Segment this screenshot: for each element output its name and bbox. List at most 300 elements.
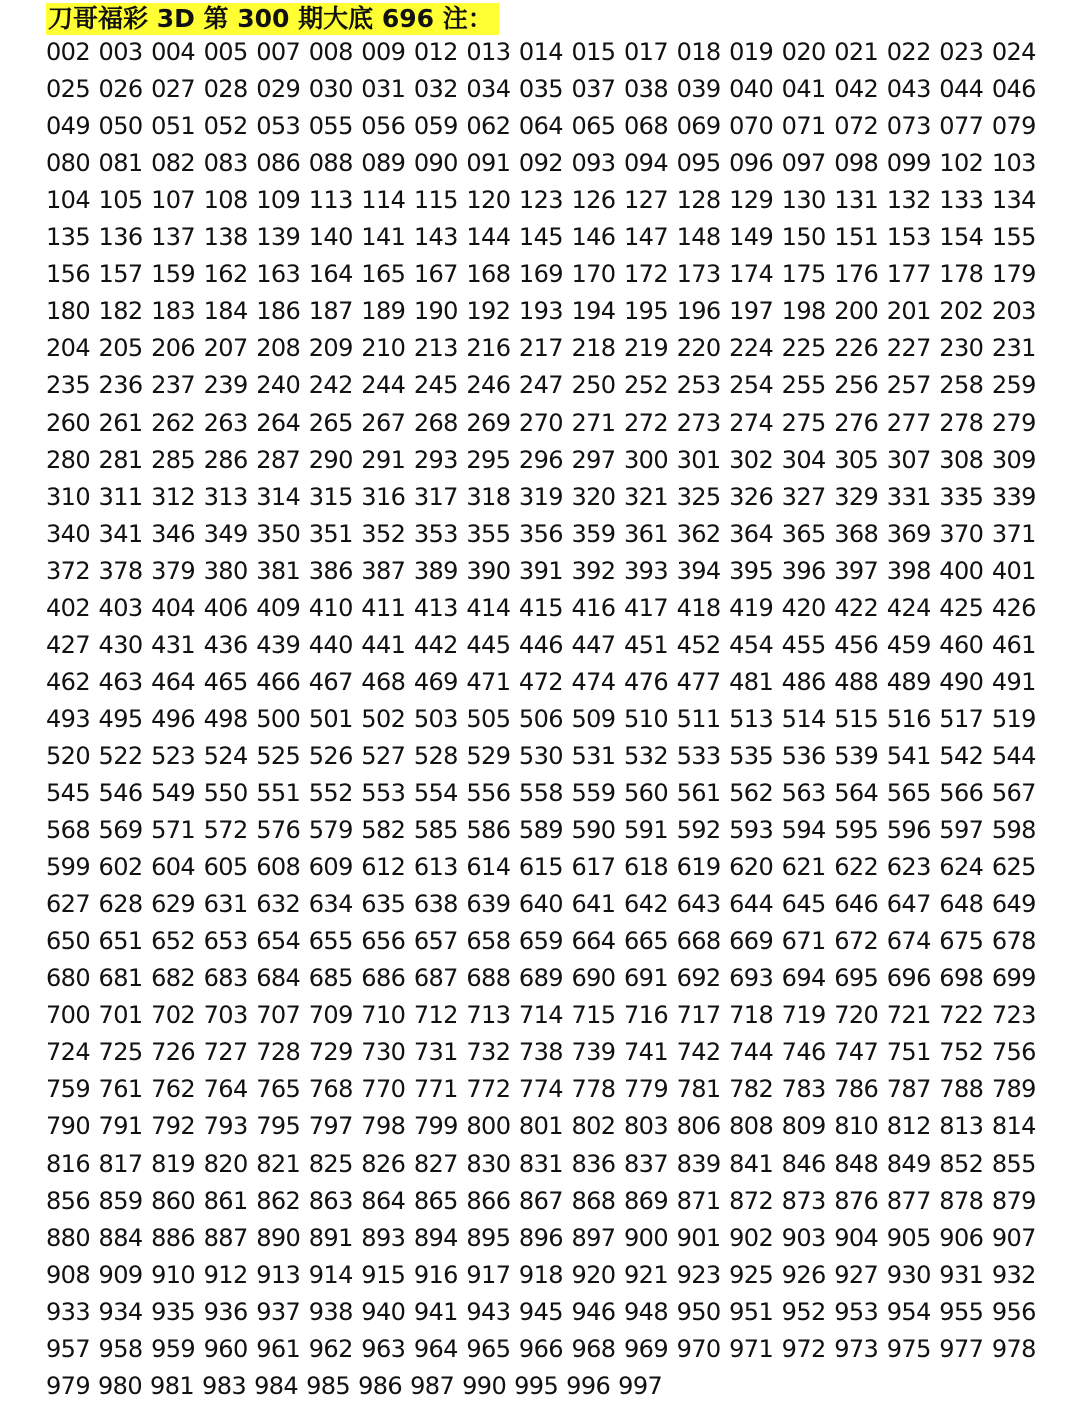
number-item: 868 xyxy=(571,1186,616,1215)
number-item: 005 xyxy=(203,38,248,66)
number-item: 276 xyxy=(834,408,879,437)
number-item: 220 xyxy=(676,334,721,363)
number-item: 461 xyxy=(991,630,1036,659)
number-item: 862 xyxy=(256,1186,301,1215)
number-item: 710 xyxy=(361,1001,406,1030)
number-row xyxy=(46,145,1036,182)
number-item: 772 xyxy=(466,1075,511,1104)
number-item: 837 xyxy=(624,1149,669,1178)
number-item: 295 xyxy=(466,445,511,474)
number-item: 200 xyxy=(834,297,879,326)
number-item: 542 xyxy=(939,741,984,770)
number-item: 436 xyxy=(203,630,248,659)
number-item: 937 xyxy=(256,1297,301,1326)
number-item: 369 xyxy=(886,519,931,548)
number-item: 908 xyxy=(46,1260,91,1289)
number-item: 925 xyxy=(729,1260,774,1289)
number-item: 064 xyxy=(518,112,563,141)
number-item: 219 xyxy=(624,334,669,363)
number-item: 424 xyxy=(886,593,931,622)
number-item: 135 xyxy=(46,223,91,252)
number-item: 126 xyxy=(571,186,616,215)
number-item: 641 xyxy=(571,890,616,919)
number-item: 602 xyxy=(98,853,143,882)
number-item: 969 xyxy=(624,1334,669,1363)
number-item: 427 xyxy=(46,630,91,659)
number-item: 943 xyxy=(466,1297,511,1326)
number-item: 634 xyxy=(308,890,353,919)
number-item: 790 xyxy=(46,1112,91,1141)
number-item: 071 xyxy=(781,112,826,141)
number-item: 280 xyxy=(46,445,91,474)
number-item: 313 xyxy=(203,482,248,511)
number-item: 004 xyxy=(151,38,196,66)
number-item: 921 xyxy=(624,1260,669,1289)
number-item: 493 xyxy=(46,704,91,733)
number-item: 638 xyxy=(413,890,458,919)
number-item: 923 xyxy=(676,1260,721,1289)
number-item: 148 xyxy=(676,223,721,252)
number-item: 371 xyxy=(991,519,1036,548)
number-item: 157 xyxy=(98,260,143,289)
number-item: 202 xyxy=(939,297,984,326)
number-item: 732 xyxy=(466,1038,511,1067)
number-item: 446 xyxy=(518,630,563,659)
number-item: 205 xyxy=(98,334,143,363)
number-item: 465 xyxy=(203,667,248,696)
number-item: 529 xyxy=(466,741,511,770)
number-item: 311 xyxy=(98,482,143,511)
number-item: 932 xyxy=(991,1260,1036,1289)
number-item: 312 xyxy=(151,482,196,511)
number-item: 726 xyxy=(151,1038,196,1067)
number-item: 309 xyxy=(991,445,1036,474)
number-item: 560 xyxy=(624,779,669,807)
number-item: 562 xyxy=(729,779,774,807)
number-item: 291 xyxy=(361,445,406,474)
number-item: 414 xyxy=(466,593,511,622)
number-item: 155 xyxy=(991,223,1036,252)
number-item: 184 xyxy=(203,297,248,326)
number-item: 713 xyxy=(466,1001,511,1030)
number-item: 904 xyxy=(834,1223,879,1252)
number-item: 267 xyxy=(361,408,406,437)
number-item: 451 xyxy=(624,630,669,659)
number-item: 814 xyxy=(991,1112,1036,1141)
number-item: 719 xyxy=(781,1001,826,1030)
number-item: 027 xyxy=(151,75,196,104)
number-row xyxy=(46,1220,1036,1257)
number-item: 826 xyxy=(361,1149,406,1178)
number-item: 143 xyxy=(413,223,458,252)
number-item: 887 xyxy=(203,1223,248,1252)
number-item: 467 xyxy=(308,667,353,696)
number-item: 817 xyxy=(98,1149,143,1178)
number-item: 236 xyxy=(98,371,143,400)
number-row xyxy=(46,1108,1036,1145)
number-item: 693 xyxy=(729,964,774,993)
number-item: 341 xyxy=(98,519,143,548)
number-item: 270 xyxy=(518,408,563,437)
number-item: 257 xyxy=(886,371,931,400)
number-item: 273 xyxy=(676,408,721,437)
number-item: 340 xyxy=(46,519,91,548)
number-item: 364 xyxy=(729,519,774,548)
number-item: 020 xyxy=(781,38,826,66)
number-item: 190 xyxy=(413,297,458,326)
number-item: 055 xyxy=(308,112,353,141)
number-row xyxy=(46,34,1036,71)
number-item: 242 xyxy=(308,371,353,400)
number-item: 197 xyxy=(729,297,774,326)
number-item: 839 xyxy=(676,1149,721,1178)
number-item: 846 xyxy=(781,1149,826,1178)
number-item: 260 xyxy=(46,408,91,437)
number-item: 715 xyxy=(571,1001,616,1030)
number-item: 980 xyxy=(98,1371,143,1400)
number-item: 770 xyxy=(361,1075,406,1104)
number-item: 901 xyxy=(676,1223,721,1252)
number-item: 318 xyxy=(466,482,511,511)
number-item: 977 xyxy=(939,1334,984,1363)
number-item: 498 xyxy=(203,704,248,733)
number-item: 409 xyxy=(256,593,301,622)
number-item: 452 xyxy=(676,630,721,659)
number-item: 378 xyxy=(98,556,143,585)
number-item: 961 xyxy=(256,1334,301,1363)
number-item: 890 xyxy=(256,1223,301,1252)
number-item: 392 xyxy=(571,556,616,585)
number-item: 948 xyxy=(624,1297,669,1326)
number-item: 782 xyxy=(729,1075,774,1104)
number-item: 196 xyxy=(676,297,721,326)
number-item: 830 xyxy=(466,1149,511,1178)
number-item: 209 xyxy=(308,334,353,363)
number-row xyxy=(46,1294,1036,1331)
number-item: 039 xyxy=(676,75,721,104)
number-item: 442 xyxy=(413,630,458,659)
number-item: 272 xyxy=(624,408,669,437)
number-item: 037 xyxy=(571,75,616,104)
number-item: 104 xyxy=(46,186,91,215)
number-item: 077 xyxy=(939,112,984,141)
number-item: 501 xyxy=(308,704,353,733)
number-item: 568 xyxy=(46,816,91,845)
number-item: 297 xyxy=(571,445,616,474)
number-item: 979 xyxy=(46,1371,91,1400)
number-item: 030 xyxy=(308,75,353,104)
number-item: 389 xyxy=(413,556,458,585)
number-item: 183 xyxy=(151,297,196,326)
number-item: 878 xyxy=(939,1186,984,1215)
number-item: 329 xyxy=(834,482,879,511)
number-item: 182 xyxy=(98,297,143,326)
number-item: 997 xyxy=(618,1371,663,1400)
number-item: 177 xyxy=(886,260,931,289)
number-item: 250 xyxy=(571,371,616,400)
number-item: 088 xyxy=(308,149,353,178)
number-item: 696 xyxy=(886,964,931,993)
number-item: 043 xyxy=(886,75,931,104)
number-item: 269 xyxy=(466,408,511,437)
number-item: 975 xyxy=(886,1334,931,1363)
number-item: 672 xyxy=(834,927,879,956)
number-item: 690 xyxy=(571,964,616,993)
number-row xyxy=(46,553,1036,590)
number-item: 278 xyxy=(939,408,984,437)
number-item: 316 xyxy=(361,482,406,511)
number-item: 231 xyxy=(991,334,1036,363)
number-item: 193 xyxy=(518,297,563,326)
number-item: 789 xyxy=(991,1075,1036,1104)
number-item: 802 xyxy=(571,1112,616,1141)
number-item: 178 xyxy=(939,260,984,289)
number-row xyxy=(46,479,1036,516)
number-item: 023 xyxy=(939,38,984,66)
number-item: 419 xyxy=(729,593,774,622)
number-item: 339 xyxy=(991,482,1036,511)
number-item: 927 xyxy=(834,1260,879,1289)
number-item: 208 xyxy=(256,334,301,363)
number-item: 920 xyxy=(571,1260,616,1289)
number-item: 541 xyxy=(886,741,931,770)
number-item: 983 xyxy=(202,1371,247,1400)
number-row xyxy=(46,1034,1036,1071)
number-item: 083 xyxy=(203,149,248,178)
number-item: 218 xyxy=(571,334,616,363)
number-item: 396 xyxy=(781,556,826,585)
number-item: 741 xyxy=(624,1038,669,1067)
number-item: 305 xyxy=(834,445,879,474)
number-item: 552 xyxy=(308,779,353,807)
number-item: 159 xyxy=(151,260,196,289)
number-item: 094 xyxy=(624,149,669,178)
number-item: 398 xyxy=(886,556,931,585)
number-item: 688 xyxy=(466,964,511,993)
number-item: 466 xyxy=(256,667,301,696)
number-item: 813 xyxy=(939,1112,984,1141)
number-item: 163 xyxy=(256,260,301,289)
number-item: 362 xyxy=(676,519,721,548)
number-item: 896 xyxy=(518,1223,563,1252)
number-item: 905 xyxy=(886,1223,931,1252)
number-item: 872 xyxy=(729,1186,774,1215)
number-item: 141 xyxy=(361,223,406,252)
number-item: 646 xyxy=(834,890,879,919)
number-item: 516 xyxy=(886,704,931,733)
number-item: 134 xyxy=(991,186,1036,215)
number-item: 213 xyxy=(413,334,458,363)
number-item: 488 xyxy=(834,667,879,696)
number-item: 271 xyxy=(571,408,616,437)
number-item: 402 xyxy=(46,593,91,622)
number-item: 317 xyxy=(413,482,458,511)
number-item: 550 xyxy=(203,779,248,807)
number-item: 816 xyxy=(46,1149,91,1178)
number-item: 500 xyxy=(256,704,301,733)
number-item: 120 xyxy=(466,186,511,215)
number-item: 742 xyxy=(676,1038,721,1067)
number-row xyxy=(46,812,1036,849)
number-item: 909 xyxy=(98,1260,143,1289)
number-item: 808 xyxy=(729,1112,774,1141)
number-item: 302 xyxy=(729,445,774,474)
number-item: 836 xyxy=(571,1149,616,1178)
number-item: 981 xyxy=(150,1371,195,1400)
number-item: 712 xyxy=(413,1001,458,1030)
number-item: 656 xyxy=(361,927,406,956)
number-item: 265 xyxy=(308,408,353,437)
number-item: 613 xyxy=(413,853,458,882)
number-item: 041 xyxy=(781,75,826,104)
number-item: 168 xyxy=(466,260,511,289)
number-item: 589 xyxy=(518,816,563,845)
number-item: 254 xyxy=(729,371,774,400)
number-item: 986 xyxy=(358,1371,403,1400)
number-item: 127 xyxy=(624,186,669,215)
number-item: 788 xyxy=(939,1075,984,1104)
number-row xyxy=(46,516,1036,553)
number-item: 326 xyxy=(729,482,774,511)
number-item: 062 xyxy=(466,112,511,141)
number-item: 519 xyxy=(991,704,1036,733)
number-item: 131 xyxy=(834,186,879,215)
number-item: 144 xyxy=(466,223,511,252)
number-item: 902 xyxy=(729,1223,774,1252)
number-item: 522 xyxy=(98,741,143,770)
number-item: 186 xyxy=(256,297,301,326)
number-item: 226 xyxy=(834,334,879,363)
number-item: 657 xyxy=(413,927,458,956)
number-row xyxy=(46,960,1036,997)
number-item: 792 xyxy=(151,1112,196,1141)
number-item: 884 xyxy=(98,1223,143,1252)
number-item: 287 xyxy=(256,445,301,474)
number-item: 915 xyxy=(361,1260,406,1289)
number-item: 879 xyxy=(991,1186,1036,1215)
number-item: 035 xyxy=(518,75,563,104)
number-item: 955 xyxy=(939,1297,984,1326)
number-item: 154 xyxy=(939,223,984,252)
number-item: 960 xyxy=(203,1334,248,1363)
number-item: 301 xyxy=(676,445,721,474)
number-item: 671 xyxy=(781,927,826,956)
number-item: 286 xyxy=(203,445,248,474)
number-item: 237 xyxy=(151,371,196,400)
number-item: 335 xyxy=(939,482,984,511)
number-item: 914 xyxy=(308,1260,353,1289)
number-item: 285 xyxy=(151,445,196,474)
number-item: 029 xyxy=(256,75,301,104)
number-item: 596 xyxy=(886,816,931,845)
number-item: 554 xyxy=(413,779,458,807)
number-item: 256 xyxy=(834,371,879,400)
number-item: 187 xyxy=(308,297,353,326)
number-item: 653 xyxy=(203,927,248,956)
number-item: 941 xyxy=(413,1297,458,1326)
number-item: 863 xyxy=(308,1186,353,1215)
number-item: 722 xyxy=(939,1001,984,1030)
number-item: 675 xyxy=(939,927,984,956)
number-item: 561 xyxy=(676,779,721,807)
number-item: 049 xyxy=(46,112,91,141)
number-item: 489 xyxy=(886,667,931,696)
number-item: 246 xyxy=(466,371,511,400)
number-item: 370 xyxy=(939,519,984,548)
number-item: 410 xyxy=(308,593,353,622)
number-item: 572 xyxy=(203,816,248,845)
number-item: 752 xyxy=(939,1038,984,1067)
number-item: 869 xyxy=(624,1186,669,1215)
number-item: 725 xyxy=(98,1038,143,1067)
number-item: 968 xyxy=(571,1334,616,1363)
number-item: 008 xyxy=(308,38,353,66)
number-item: 852 xyxy=(939,1149,984,1178)
number-item: 169 xyxy=(518,260,563,289)
number-item: 926 xyxy=(781,1260,826,1289)
number-item: 321 xyxy=(624,482,669,511)
number-item: 703 xyxy=(203,1001,248,1030)
number-item: 394 xyxy=(676,556,721,585)
number-item: 739 xyxy=(571,1038,616,1067)
number-item: 268 xyxy=(413,408,458,437)
number-item: 714 xyxy=(518,1001,563,1030)
number-item: 910 xyxy=(151,1260,196,1289)
number-item: 051 xyxy=(151,112,196,141)
number-item: 517 xyxy=(939,704,984,733)
number-item: 411 xyxy=(361,593,406,622)
number-item: 477 xyxy=(676,667,721,696)
number-item: 300 xyxy=(624,445,669,474)
number-item: 386 xyxy=(308,556,353,585)
number-item: 579 xyxy=(308,816,353,845)
number-item: 146 xyxy=(571,223,616,252)
number-row xyxy=(46,1146,1036,1183)
number-item: 894 xyxy=(413,1223,458,1252)
number-item: 962 xyxy=(308,1334,353,1363)
number-item: 903 xyxy=(781,1223,826,1252)
number-item: 698 xyxy=(939,964,984,993)
number-item: 576 xyxy=(256,816,301,845)
number-item: 860 xyxy=(151,1186,196,1215)
number-item: 206 xyxy=(151,334,196,363)
number-item: 103 xyxy=(991,149,1036,178)
number-item: 658 xyxy=(466,927,511,956)
number-item: 747 xyxy=(834,1038,879,1067)
number-item: 700 xyxy=(46,1001,91,1030)
number-item: 787 xyxy=(886,1075,931,1104)
number-item: 771 xyxy=(413,1075,458,1104)
number-item: 628 xyxy=(98,890,143,919)
number-item: 871 xyxy=(676,1186,721,1215)
number-item: 028 xyxy=(203,75,248,104)
number-item: 059 xyxy=(413,112,458,141)
number-item: 395 xyxy=(729,556,774,585)
number-item: 018 xyxy=(676,38,721,66)
number-item: 849 xyxy=(886,1149,931,1178)
number-item: 544 xyxy=(991,741,1036,770)
number-item: 945 xyxy=(518,1297,563,1326)
number-item: 445 xyxy=(466,630,511,659)
number-item: 918 xyxy=(518,1260,563,1289)
number-item: 971 xyxy=(729,1334,774,1363)
number-item: 536 xyxy=(781,741,826,770)
number-item: 891 xyxy=(308,1223,353,1252)
number-row xyxy=(46,775,1036,812)
number-item: 253 xyxy=(676,371,721,400)
number-item: 240 xyxy=(256,371,301,400)
number-item: 150 xyxy=(781,223,826,252)
